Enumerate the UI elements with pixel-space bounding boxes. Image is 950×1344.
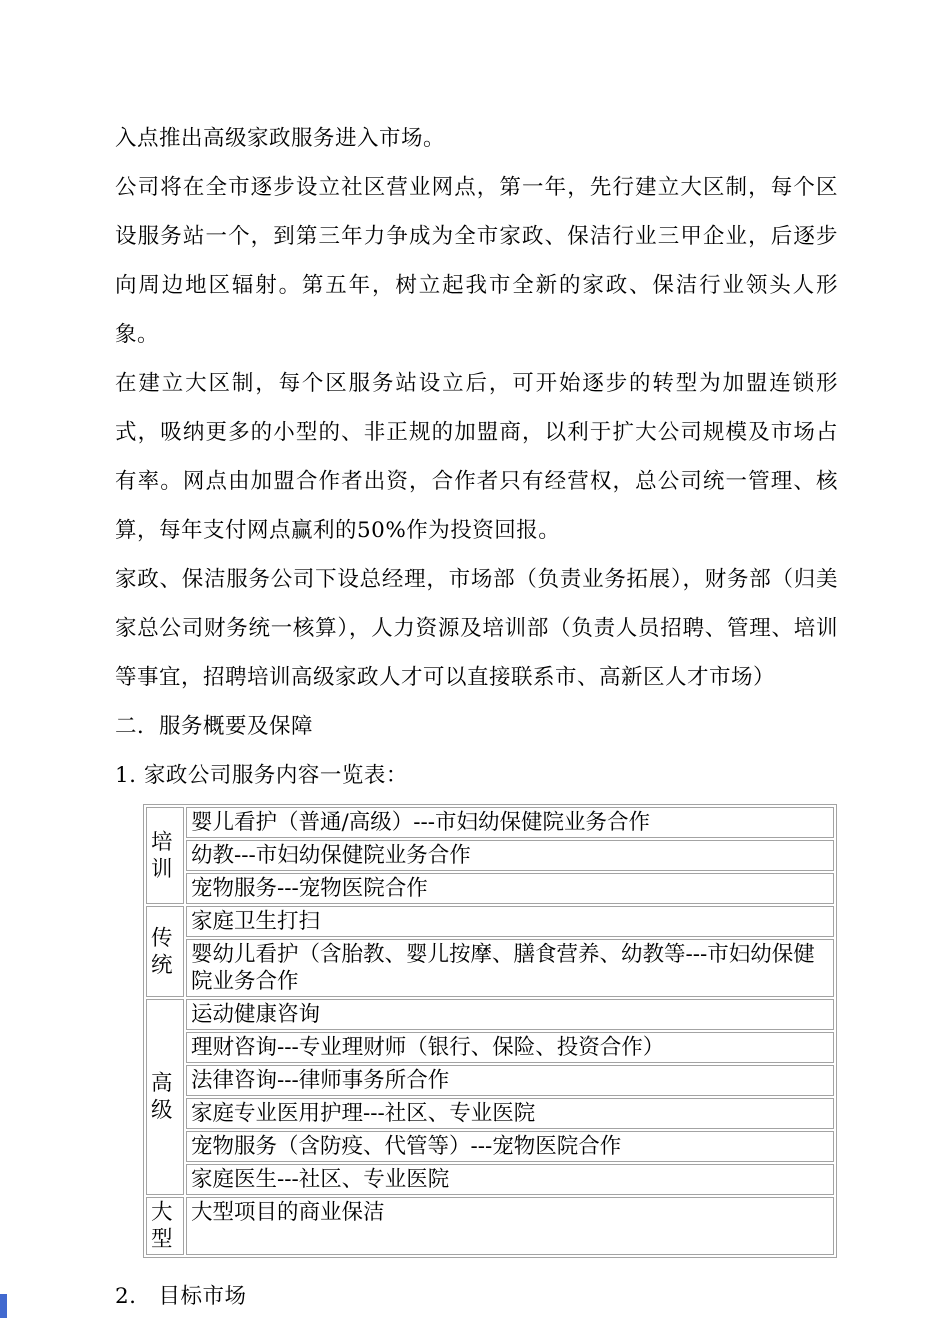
table-row <box>146 1164 834 1195</box>
table-row <box>146 999 834 1030</box>
table-row <box>146 939 834 997</box>
service-cell: 家庭卫生打扫 <box>186 906 834 937</box>
table-row <box>146 1197 834 1255</box>
category-cell-large-projects: 大型 <box>146 1197 184 1255</box>
table-row <box>146 873 834 904</box>
service-cell: 婴儿看护（普通/高级）---市妇幼保健院业务合作 <box>186 807 834 838</box>
service-cell: 法律咨询---律师事务所合作 <box>186 1065 834 1096</box>
service-cell: 宠物服务（含防疫、代管等）---宠物医院合作 <box>186 1131 834 1162</box>
paragraph-franchise-model: 在建立大区制，每个区服务站设立后，可开始逐步的转型为加盟连锁形式，吸纳更多的小型的、非正规的加盟商，以利于扩大公司规模及市场占有率。网点由加盟合作者出资，合作者只有经营权，总公司统一管理、核算，每年支付网点赢利的50%作为投资回报。 <box>115 371 838 543</box>
table-row <box>146 840 834 871</box>
paragraph-org-structure: 家政、保洁服务公司下设总经理，市场部（负责业务拓展），财务部（归美家总公司财务统一核算），人力资源及培训部（负责人员招聘、管理、培训等事宜，招聘培训高级家政人才可以直接联系市、高新区人才市场） <box>115 567 838 690</box>
paragraph-market-entry: 入点推出高级家政服务进入市场。 <box>115 126 446 151</box>
table-row <box>146 906 834 937</box>
closing-list-item: 2. 目标市场 <box>115 1284 247 1309</box>
category-cell-traditional: 传统 <box>146 906 184 997</box>
table-row <box>146 1032 834 1063</box>
service-cell: 婴幼儿看护（含胎教、婴儿按摩、膳食营养、幼教等---市妇幼保健院业务合作 <box>186 939 834 997</box>
table-caption: 1. 家政公司服务内容一览表： <box>115 763 408 788</box>
category-cell-premium: 高级 <box>146 999 184 1195</box>
table-row <box>146 807 834 838</box>
services-table <box>143 804 837 1258</box>
service-cell: 理财咨询---专业理财师（银行、保险、投资合作） <box>186 1032 834 1063</box>
category-cell-training: 培训 <box>146 807 184 904</box>
section-heading: 二．服务概要及保障 <box>115 714 314 739</box>
service-cell: 幼教---市妇幼保健院业务合作 <box>186 840 834 871</box>
table-row <box>146 1065 834 1096</box>
service-cell: 运动健康咨询 <box>186 999 834 1030</box>
table-row <box>146 1098 834 1129</box>
table-row <box>146 1131 834 1162</box>
blue-edge-marker <box>0 1294 7 1318</box>
service-cell: 家庭专业医用护理---社区、专业医院 <box>186 1098 834 1129</box>
paragraph-network-plan: 公司将在全市逐步设立社区营业网点，第一年，先行建立大区制，每个区设服务站一个，到第三年力争成为全市家政、保洁行业三甲企业，后逐步向周边地区辐射。第五年，树立起我市全新的家政、保洁行业领头人形象。 <box>115 175 838 347</box>
service-cell: 宠物服务---宠物医院合作 <box>186 873 834 904</box>
service-cell: 大型项目的商业保洁 <box>186 1197 834 1255</box>
service-cell: 家庭医生---社区、专业医院 <box>186 1164 834 1195</box>
